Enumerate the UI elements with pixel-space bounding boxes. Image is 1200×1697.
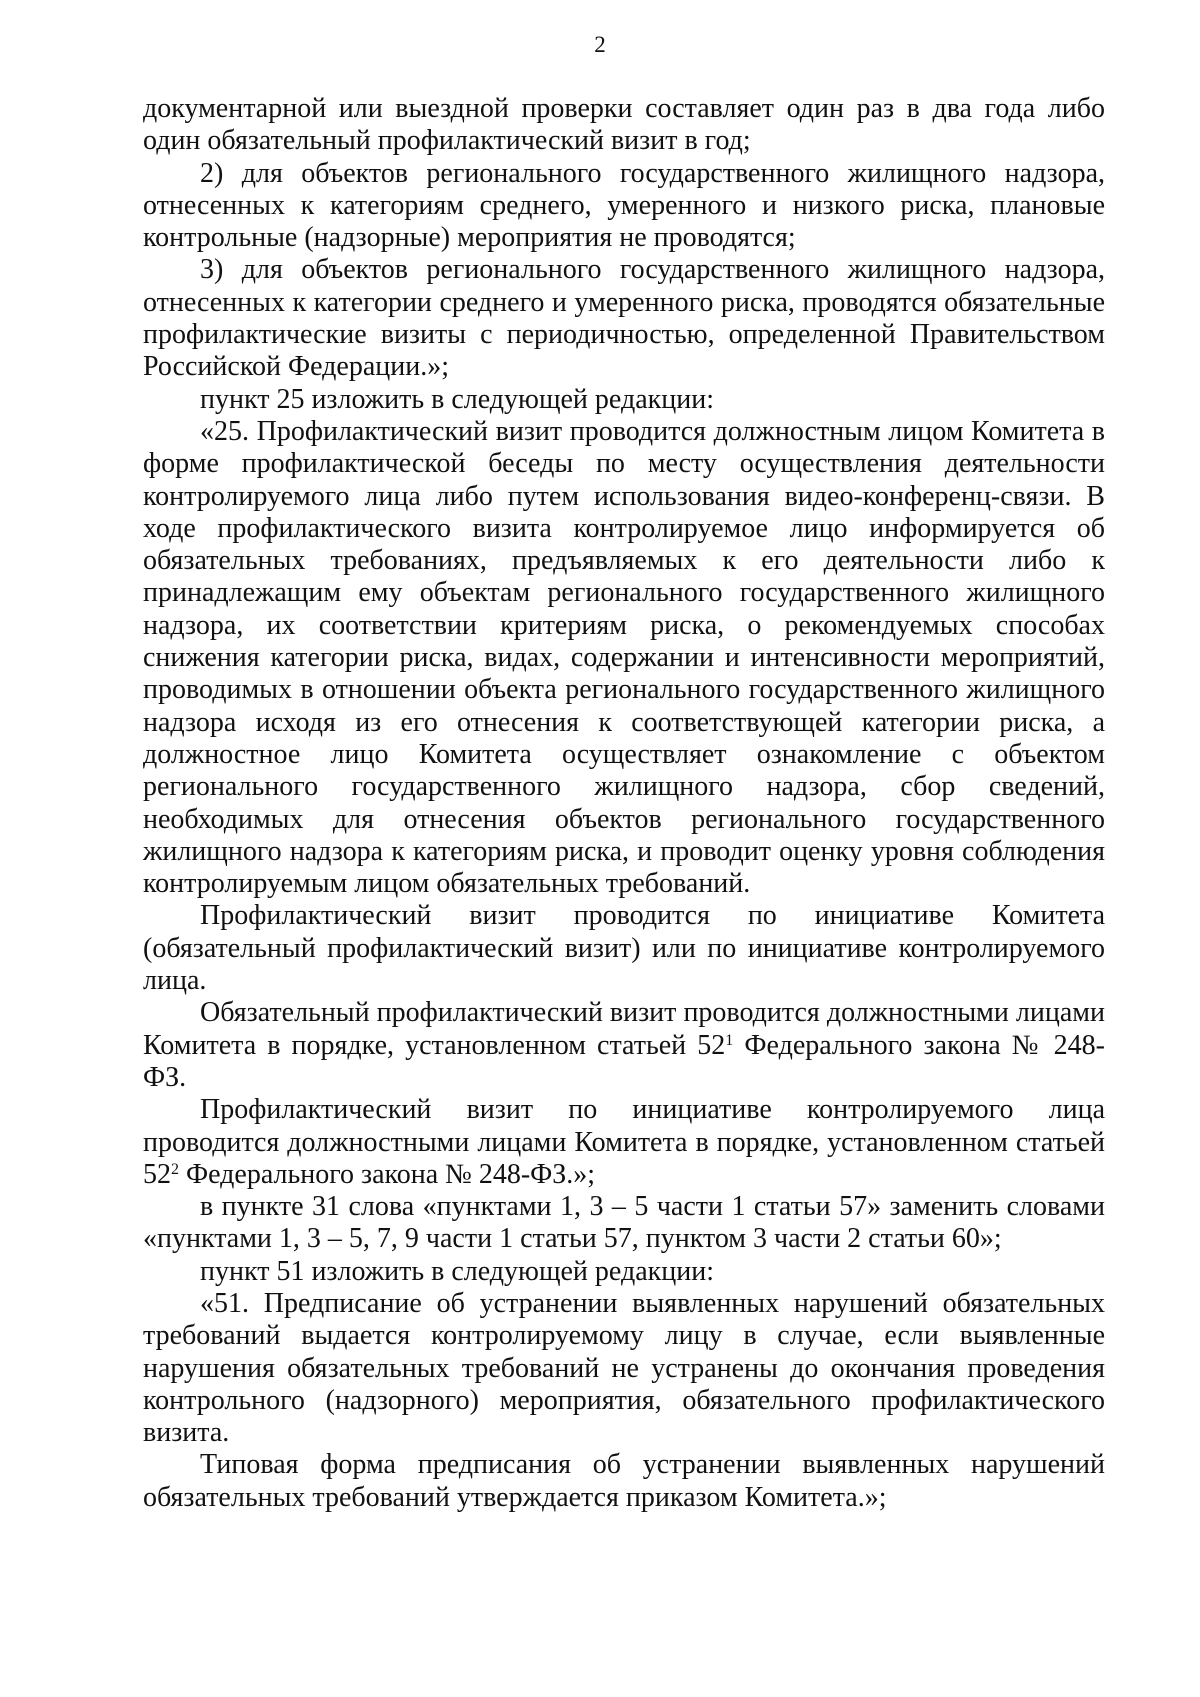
paragraph-text: Федерального закона № 248-ФЗ.»; (179, 1158, 596, 1190)
paragraph-amend-31: в пункте 31 слова «пунктами 1, 3 – 5 части 1 статьи 57» заменить словами «пунктами 1, 3 – 5, 7, 9 части 1 статьи 57, пунктом 3 части 2 статьи 60»; (143, 1191, 1105, 1255)
paragraph-mandatory-visit (143, 997, 1105, 1094)
page-number: 2 (594, 32, 606, 57)
paragraph-item-2: 2) для объектов регионального государственного жилищного надзора, отнесенных к категориям среднего, умеренного и низкого риска, плановые контрольные (надзорные) мероприятия не проводятся; (143, 157, 1105, 254)
paragraph-text: Обязательный профилактический визит проводится должностными лицами Комитета в порядке, установленном статьей 52 (143, 997, 1105, 1061)
paragraph-25-text: «25. Профилактический визит проводится должностным лицом Комитета в форме профилактической беседы по месту осуществления деятельности контролируемого лица либо путем использования видео-конференц-связи. В ходе профилактического визита контролируемое лицо информируется об обязательных требованиях, предъявляемых к его деятельности либо к принадлежащим ему объектам регионального государственного жилищного надзора, их соответствии критериям риска, о рекомендуемых способах снижения категории риска, видах, содержании и интенсивности мероприятий, проводимых в отношении объекта регионального государственного жилищного надзора исходя из его отнесения к соответствующей категории риска, а должностное лицо Комитета осуществляет ознакомление с объектом регионального государственного жилищного надзора, сбор сведений, необходимых для отнесения объектов регионального государственного жилищного надзора к категориям риска, и проводит оценку уровня соблюдения контролируемым лицом обязательных требований. (143, 415, 1105, 900)
superscript: 1 (725, 1031, 734, 1049)
paragraph-amend-51: пункт 51 изложить в следующей редакции: (200, 1255, 714, 1287)
paragraph-amend-25: пункт 25 изложить в следующей редакции: (200, 383, 714, 415)
paragraph-initiative: Профилактический визит проводится по инициативе Комитета (обязательный профилактический визит) или по инициативе контролируемого лица. (143, 900, 1105, 997)
paragraph-standard-form: Типовая форма предписания об устранении выявленных нарушений обязательных требований утверждается приказом Комитета.»; (143, 1449, 1105, 1513)
paragraph-51-text: «51. Предписание об устранении выявленных нарушений обязательных требований выдается контролируемому лицу в случае, если выявленные нарушения обязательных требований не устранены до окончания проведения контрольного (надзорного) мероприятия, обязательного профилактического визита. (143, 1287, 1105, 1449)
paragraph-text: Профилактический визит по инициативе контролируемого лица проводится должностными лицами Комитета в порядке, установленном статьей 52 (143, 1094, 1105, 1190)
paragraph-initiative-visit (143, 1094, 1105, 1191)
paragraph-item-3: 3) для объектов регионального государственного жилищного надзора, отнесенных к категории среднего и умеренного риска, проводятся обязательные профилактические визиты с периодичностью, определенной Правительством Российской Федерации.»; (143, 254, 1105, 383)
superscript: 2 (171, 1160, 179, 1178)
document-body (143, 93, 1105, 1514)
paragraph-continuation: документарной или выездной проверки составляет один раз в два года либо один обязательный профилактический визит в год; (143, 93, 1105, 157)
paragraph-text: Федерального закона № 248-ФЗ. (143, 1029, 1105, 1093)
